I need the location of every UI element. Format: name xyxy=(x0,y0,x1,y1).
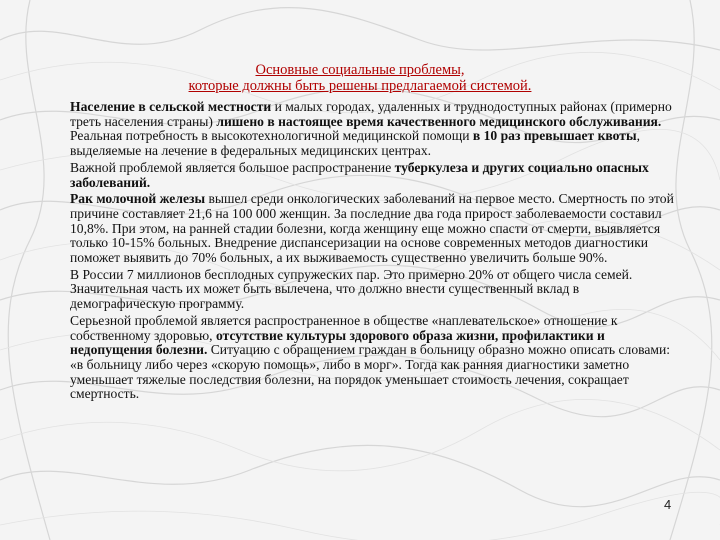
slide-title-line1: Основные социальные проблемы, xyxy=(255,62,465,78)
text-run: Ситуацию с обращением граждан в больницу образно можно описать словами: «в больницу либо через «скорую помощь», либо в морг». Тогда как ранняя диагностики заметно уменьшает тяжелые последствия болезни, на порядок уменьшает стоимость лечения, сокращает смертность. xyxy=(70,342,671,402)
bold-text-run: туберкулеза и других социально опасных заболеваний. xyxy=(70,159,649,190)
paragraph-health-attitude xyxy=(70,314,685,402)
text-run: Серьезной проблемой является распространенное в обществе «наплевательское» отношение к собственному здоровью, xyxy=(70,312,618,343)
paragraph-rural-healthcare xyxy=(70,100,685,159)
page-number: 4 xyxy=(664,497,672,512)
bold-text-run: отсутствие культуры здорового образа жизни, профилактики и недопущения болезни. xyxy=(70,327,605,358)
text-run: вышел среди онкологических заболеваний на первое место. Смертность по этой причине составляет 21,6 на 100 000 женщин. За последние два года прирост заболеваемости составил 10,8%. При этом, на ранней стадии болезни, когда женщину еще можно спасти от смерти, выявляется только 10-15% больных. Внедрение диспансеризации на основе современных методов диагностики поможет выявить до 70% больных, а их выживаемость существенно увеличить больше 90%. xyxy=(70,191,674,266)
slide-title-line2: которые должны быть решены предлагаемой системой. xyxy=(188,78,532,94)
text-run: и малых городах, удаленных и труднодоступных районах (примерно треть населения страны) xyxy=(70,99,672,129)
text-run: В России 7 миллионов бесплодных супружеских пар. Это примерно 20% от общего числа семей. Значительная часть их может быть вылечена, что должно внести существенный вклад в демографическую программу. xyxy=(70,266,633,312)
slide-body xyxy=(70,100,685,404)
text-run: Реальная потребность в высокотехнологичной медицинской помощи xyxy=(70,128,473,144)
paragraph-tuberculosis xyxy=(70,161,685,190)
paragraph-infertility xyxy=(70,268,685,312)
bold-text-run: Рак молочной железы xyxy=(70,191,206,207)
paragraph-breast-cancer xyxy=(70,192,685,266)
bold-text-run: Население в сельской местности xyxy=(70,99,272,114)
slide-title xyxy=(120,62,600,94)
bold-text-run: в 10 раз превышает квоты xyxy=(472,128,637,144)
text-run: , выделяемые на лечение в федеральных медицинских центрах. xyxy=(70,128,640,159)
bold-text-run: лишено в настоящее время качественного медицинского обслуживания. xyxy=(216,113,662,129)
text-run: Важной проблемой является большое распространение xyxy=(70,159,395,175)
